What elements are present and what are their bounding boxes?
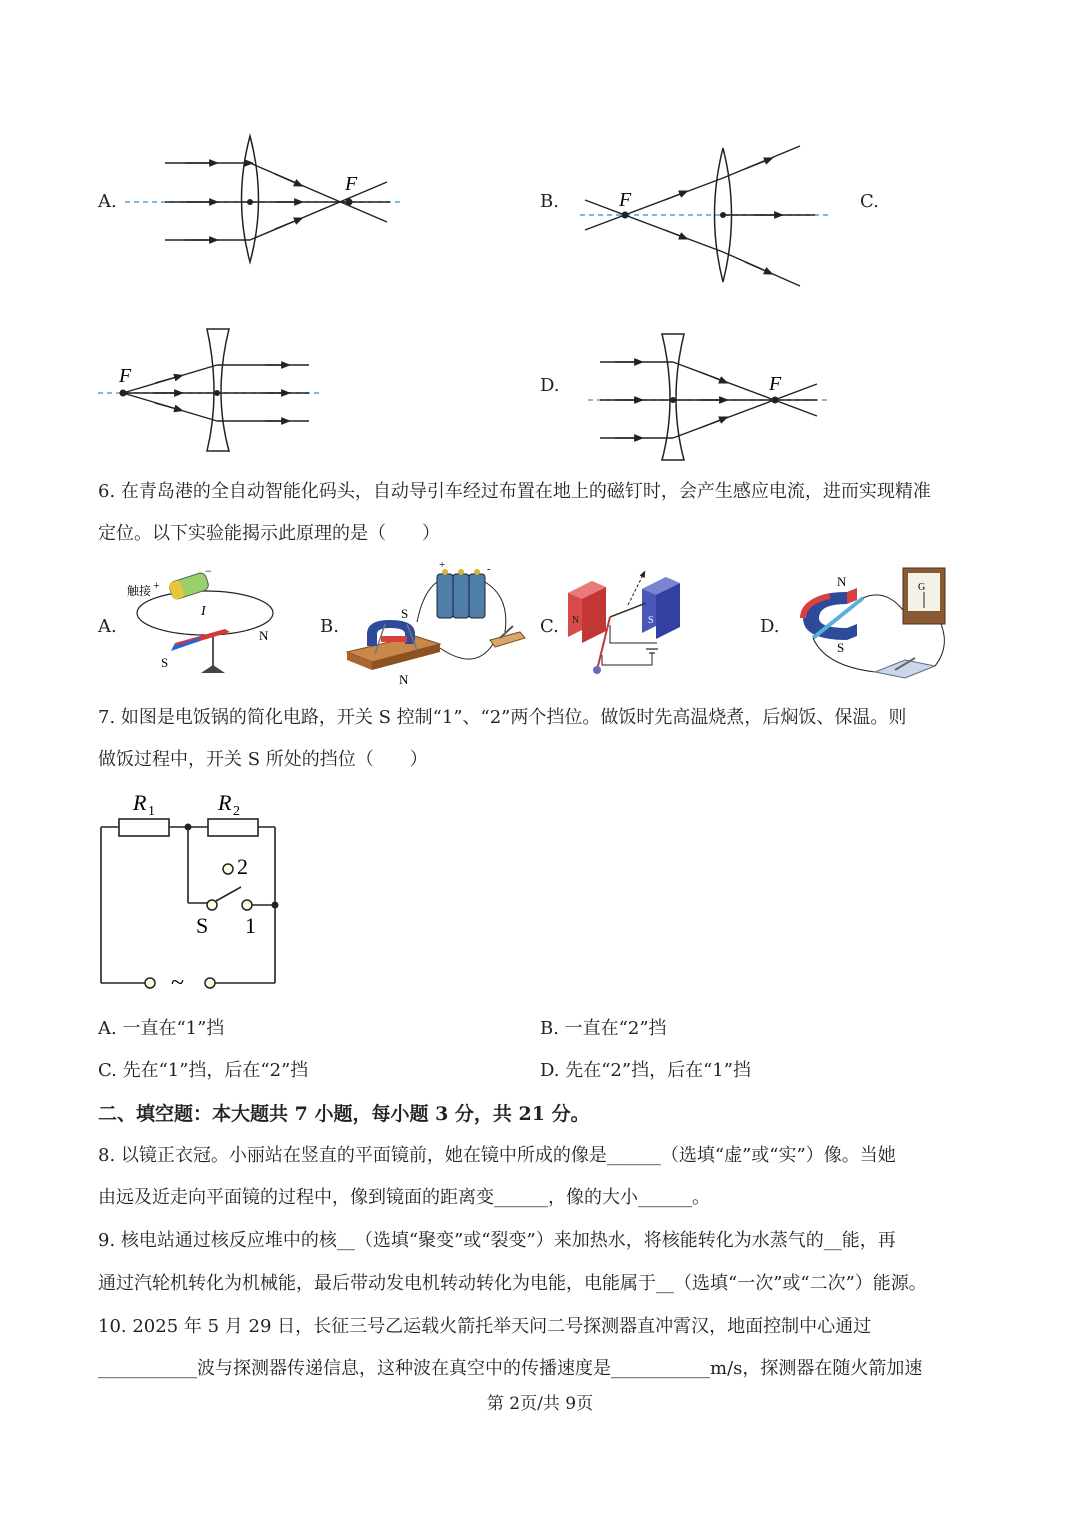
svg-text:S: S <box>196 913 209 938</box>
section-heading-fill-in: 二、填空题：本大题共 7 小题，每小题 3 分，共 21 分。 <box>98 1103 590 1125</box>
svg-text:F: F <box>119 365 132 387</box>
q9-line1: 9. 核电站通过核反应堆中的核__（选填“聚变”或“裂变”）来加热水，将核能转化为水蒸气的__能，再 <box>98 1230 896 1251</box>
svg-text:S: S <box>648 615 654 626</box>
q6-option-a-label: A. <box>98 616 117 637</box>
q5-option-c-label: C. <box>860 191 879 212</box>
svg-text:-: - <box>487 563 491 575</box>
q5-diagram-c <box>95 325 325 455</box>
svg-text:R: R <box>133 790 147 815</box>
q5-option-a-label: A. <box>98 191 117 212</box>
q5-option-d-label: D. <box>540 375 560 396</box>
svg-text:+: + <box>439 562 446 571</box>
q6-figure-b-motor <box>345 562 530 687</box>
q8-line1: 8. 以镜正衣冠。小丽站在竖直的平面镜前，她在镜中所成的像是______（选填“虚”或“实”）像。当她 <box>98 1145 896 1166</box>
q8-line2: 由远及近走向平面镜的过程中，像到镜面的距离变______，像的大小______。 <box>98 1187 710 1208</box>
q7-stem-line1: 7. 如图是电饭锅的简化电路，开关 S 控制“1”、“2”两个挡位。做饭时先高温烧煮，后焖饭、保温。则 <box>98 707 907 728</box>
page-number-footer: 第 2页/共 9页 <box>486 1394 594 1414</box>
svg-text:2: 2 <box>233 804 240 819</box>
svg-text:1: 1 <box>148 804 155 819</box>
svg-text:触接: 触接 <box>127 584 152 598</box>
q5-diagram-b <box>575 140 835 290</box>
q5-diagram-d <box>585 330 830 465</box>
q10-line1: 10. 2025 年 5 月 29 日，长征三号乙运载火箭托举天问二号探测器直冲霄汉，地面控制中心通过 <box>98 1316 872 1337</box>
svg-text:N: N <box>572 615 580 626</box>
svg-text:S: S <box>837 640 845 655</box>
q7-stem-line2: 做饭过程中，开关 S 所处的挡位（ ） <box>98 749 428 770</box>
svg-text:F: F <box>345 173 358 195</box>
svg-text:N: N <box>259 628 269 643</box>
q7-circuit-diagram <box>95 785 285 995</box>
svg-text:N: N <box>837 574 847 589</box>
svg-text:~: ~ <box>171 970 184 995</box>
q6-figure-a-oersted <box>125 565 285 680</box>
svg-text:F: F <box>769 373 782 395</box>
svg-text:1: 1 <box>245 913 256 938</box>
svg-text:−: − <box>205 565 212 578</box>
q7-option-c[interactable]: C. 先在“1”挡，后在“2”挡 <box>98 1060 309 1081</box>
q6-figure-d-generator <box>785 562 950 687</box>
q7-option-d[interactable]: D. 先在“2”挡，后在“1”挡 <box>540 1060 751 1081</box>
svg-text:S: S <box>161 655 169 670</box>
svg-text:N: N <box>399 672 409 687</box>
svg-text:I: I <box>201 604 206 619</box>
q6-stem-line1: 6. 在青岛港的全自动智能化码头，自动导引车经过布置在地上的磁钉时，会产生感应电流，进而实现精准 <box>98 481 931 502</box>
svg-text:F: F <box>619 189 632 211</box>
q6-option-d-label: D. <box>760 616 780 637</box>
svg-text:R: R <box>218 790 232 815</box>
q6-option-c-label: C. <box>540 616 559 637</box>
q7-option-b[interactable]: B. 一直在“2”挡 <box>540 1018 667 1039</box>
q10-line2: ___________波与探测器传递信息，这种波在真空中的传播速度是___________m/s，探测器在随火箭加速 <box>98 1358 923 1379</box>
svg-text:G: G <box>918 582 926 593</box>
q5-diagram-a <box>125 130 410 265</box>
q6-stem-line2: 定位。以下实验能揭示此原理的是（ ） <box>98 523 440 544</box>
svg-text:S: S <box>401 606 409 621</box>
q7-option-a[interactable]: A. 一直在“1”挡 <box>98 1018 225 1039</box>
q9-line2: 通过汽轮机转化为机械能，最后带动发电机转动转化为电能，电能属于__（选填“一次”或“二次”）能源。 <box>98 1273 927 1294</box>
q6-figure-c-induction <box>562 565 692 685</box>
svg-text:2: 2 <box>237 854 248 879</box>
q5-option-b-label: B. <box>540 191 559 212</box>
svg-text:+: + <box>153 578 160 592</box>
q6-option-b-label: B. <box>320 616 339 637</box>
